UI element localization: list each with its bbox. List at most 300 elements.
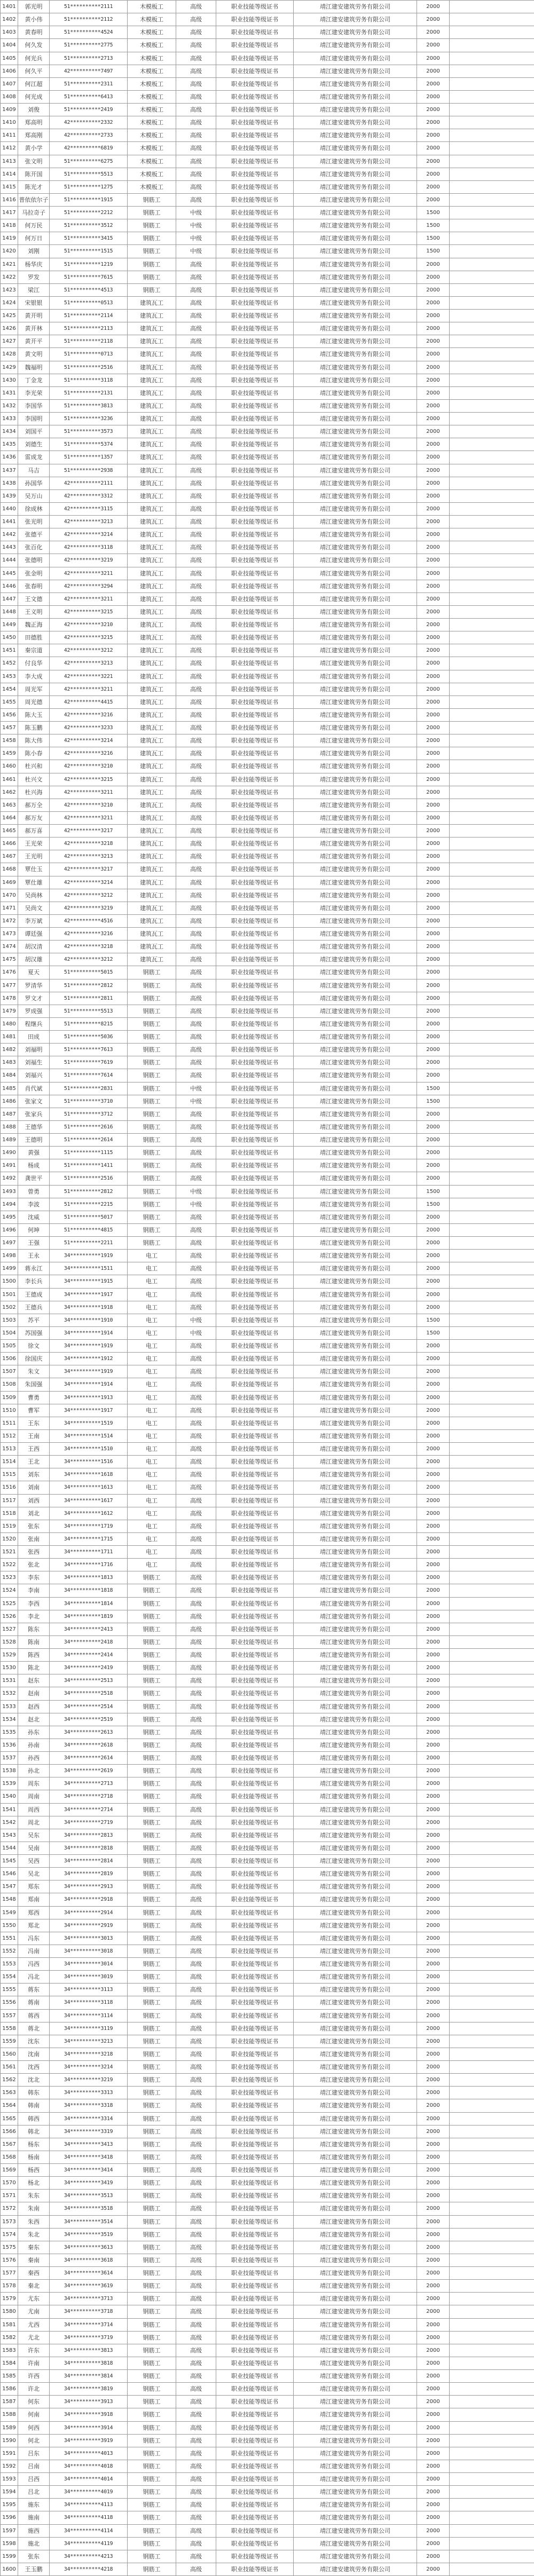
row-name-cell: 王文德 <box>18 592 50 605</box>
row-name-cell: 杜兴海 <box>18 786 50 799</box>
row-trade-cell: 钢筋工 <box>128 2061 176 2074</box>
row-id-cell: 34**********4118 <box>50 2511 128 2524</box>
row-amount-cell: 2000 <box>417 2331 450 2344</box>
row-trade-cell: 电工 <box>128 1532 176 1545</box>
table-row <box>1 283 534 296</box>
row-empty-cell <box>450 464 534 477</box>
row-name-cell: 何北 <box>18 2434 50 2447</box>
row-company-cell: 靖江建安建筑劳务有限公司 <box>294 1880 417 1893</box>
row-cert-cell: 职业技能等级证书 <box>216 1984 294 1996</box>
row-trade-cell: 木模板工 <box>128 65 176 77</box>
row-id-cell: 34**********4119 <box>50 2537 128 2550</box>
row-name-cell: 王义明 <box>18 605 50 618</box>
table-row <box>1 1597 534 1610</box>
row-trade-cell: 钢筋工 <box>128 2254 176 2266</box>
row-id-cell: 42**********2733 <box>50 129 128 142</box>
row-empty-cell <box>450 1069 534 1082</box>
row-amount-cell: 2000 <box>417 696 450 708</box>
row-seq-cell: 1524 <box>1 1584 18 1597</box>
row-name-cell: 曹勇 <box>18 1391 50 1404</box>
row-amount-cell: 2000 <box>417 155 450 168</box>
row-trade-cell: 钢筋工 <box>128 2396 176 2408</box>
row-amount-cell: 2000 <box>417 283 450 296</box>
row-trade-cell: 建筑瓦工 <box>128 425 176 438</box>
row-seq-cell: 1419 <box>1 232 18 245</box>
table-row <box>1 786 534 799</box>
row-trade-cell: 建筑瓦工 <box>128 953 176 966</box>
row-level-cell: 高级 <box>176 670 216 683</box>
row-amount-cell: 2000 <box>417 1816 450 1829</box>
row-id-cell: 51**********3813 <box>50 399 128 412</box>
row-level-cell: 高级 <box>176 90 216 103</box>
table-row <box>1 734 534 747</box>
row-id-cell: 34**********1918 <box>50 1301 128 1314</box>
table-row <box>1 1262 534 1275</box>
row-company-cell: 靖江建安建筑劳务有限公司 <box>294 941 417 953</box>
row-trade-cell: 建筑瓦工 <box>128 477 176 489</box>
row-level-cell: 高级 <box>176 129 216 142</box>
row-level-cell: 高级 <box>176 2460 216 2472</box>
row-cert-cell: 职业技能等级证书 <box>216 2099 294 2112</box>
table-row <box>1 2447 534 2460</box>
row-trade-cell: 建筑瓦工 <box>128 386 176 399</box>
row-seq-cell: 1532 <box>1 1687 18 1700</box>
row-cert-cell: 职业技能等级证书 <box>216 1185 294 1198</box>
row-seq-cell: 1422 <box>1 271 18 283</box>
row-seq-cell: 1451 <box>1 644 18 657</box>
row-id-cell: 51**********3573 <box>50 425 128 438</box>
row-name-cell: 陈大伟 <box>18 734 50 747</box>
row-trade-cell: 钢筋工 <box>128 1649 176 1662</box>
row-cert-cell: 职业技能等级证书 <box>216 2074 294 2087</box>
row-seq-cell: 1462 <box>1 786 18 799</box>
row-level-cell: 高级 <box>176 799 216 811</box>
row-empty-cell <box>450 2074 534 2087</box>
row-trade-cell: 木模板工 <box>128 168 176 180</box>
row-trade-cell: 建筑瓦工 <box>128 322 176 335</box>
row-level-cell: 中级 <box>176 207 216 219</box>
row-name-cell: 王德明 <box>18 1134 50 1147</box>
row-empty-cell <box>450 1803 534 1816</box>
row-id-cell: 34**********2418 <box>50 1635 128 1648</box>
row-empty-cell <box>450 348 534 361</box>
row-cert-cell: 职业技能等级证书 <box>216 1546 294 1559</box>
row-empty-cell <box>450 876 534 889</box>
table-row <box>1 1623 534 1635</box>
row-company-cell: 靖江建安建筑劳务有限公司 <box>294 1404 417 1417</box>
row-empty-cell <box>450 1752 534 1765</box>
row-level-cell: 高级 <box>176 2112 216 2125</box>
row-empty-cell <box>450 1674 534 1687</box>
row-cert-cell: 职业技能等级证书 <box>216 1095 294 1108</box>
row-amount-cell: 2000 <box>417 850 450 863</box>
row-id-cell: 34**********1711 <box>50 1546 128 1559</box>
table-row <box>1 2215 534 2228</box>
row-amount-cell: 2000 <box>417 374 450 386</box>
row-amount-cell: 2000 <box>417 747 450 760</box>
row-empty-cell <box>450 2048 534 2060</box>
row-amount-cell: 2000 <box>417 310 450 322</box>
row-id-cell: 34**********1819 <box>50 1610 128 1623</box>
row-level-cell: 高级 <box>176 1429 216 1442</box>
row-seq-cell: 1578 <box>1 2280 18 2293</box>
row-id-cell: 51**********1275 <box>50 180 128 193</box>
row-trade-cell: 钢筋工 <box>128 193 176 206</box>
table-row <box>1 2202 534 2215</box>
row-company-cell: 靖江建安建筑劳务有限公司 <box>294 489 417 502</box>
row-id-cell: 34**********1813 <box>50 1571 128 1584</box>
row-trade-cell: 电工 <box>128 1250 176 1262</box>
row-level-cell: 高级 <box>176 1790 216 1803</box>
row-name-cell: 刘刚 <box>18 245 50 258</box>
row-trade-cell: 建筑瓦工 <box>128 541 176 554</box>
row-seq-cell: 1510 <box>1 1404 18 1417</box>
row-amount-cell: 2000 <box>417 528 450 541</box>
row-company-cell: 靖江建安建筑劳务有限公司 <box>294 734 417 747</box>
row-name-cell: 李长兵 <box>18 1275 50 1288</box>
row-level-cell: 高级 <box>176 516 216 528</box>
table-row <box>1 1031 534 1044</box>
row-trade-cell: 建筑瓦工 <box>128 451 176 464</box>
row-name-cell: 冯南 <box>18 1945 50 1957</box>
table-row <box>1 1172 534 1185</box>
row-id-cell: 34**********1814 <box>50 1597 128 1610</box>
row-name-cell: 郝万全 <box>18 799 50 811</box>
row-company-cell: 靖江建安建筑劳务有限公司 <box>294 2421 417 2434</box>
row-level-cell: 高级 <box>176 1365 216 1378</box>
row-company-cell: 靖江建安建筑劳务有限公司 <box>294 2048 417 2060</box>
row-trade-cell: 建筑瓦工 <box>128 786 176 799</box>
row-id-cell: 34**********1716 <box>50 1559 128 1571</box>
row-company-cell: 靖江建安建筑劳务有限公司 <box>294 1635 417 1648</box>
table-row <box>1 1095 534 1108</box>
row-seq-cell: 1531 <box>1 1674 18 1687</box>
row-name-cell: 张百化 <box>18 541 50 554</box>
row-id-cell: 42**********3210 <box>50 760 128 773</box>
row-empty-cell <box>450 683 534 696</box>
row-level-cell: 中级 <box>176 219 216 232</box>
row-amount-cell: 2000 <box>417 619 450 631</box>
row-amount-cell: 2000 <box>417 1391 450 1404</box>
row-empty-cell <box>450 786 534 799</box>
row-cert-cell: 职业技能等级证书 <box>216 1584 294 1597</box>
row-cert-cell: 职业技能等级证书 <box>216 1147 294 1159</box>
row-cert-cell: 职业技能等级证书 <box>216 1223 294 1236</box>
row-empty-cell <box>450 2563 534 2575</box>
row-amount-cell: 2000 <box>417 2138 450 2151</box>
row-level-cell: 高级 <box>176 1868 216 1880</box>
row-level-cell: 高级 <box>176 104 216 116</box>
table-row <box>1 1198 534 1211</box>
row-name-cell: 黄春明 <box>18 26 50 39</box>
row-empty-cell <box>450 1326 534 1339</box>
row-empty-cell <box>450 644 534 657</box>
row-amount-cell: 2000 <box>417 1662 450 1674</box>
row-amount-cell: 2000 <box>417 1159 450 1172</box>
row-empty-cell <box>450 104 534 116</box>
row-amount-cell: 2000 <box>417 2241 450 2254</box>
table-row <box>1 52 534 65</box>
row-seq-cell: 1465 <box>1 825 18 837</box>
row-trade-cell: 电工 <box>128 1559 176 1571</box>
row-amount-cell: 2000 <box>417 734 450 747</box>
row-seq-cell: 1588 <box>1 2408 18 2421</box>
row-id-cell: 34**********4013 <box>50 2447 128 2460</box>
row-amount-cell: 2000 <box>417 2267 450 2280</box>
row-amount-cell: 2000 <box>417 592 450 605</box>
row-seq-cell: 1455 <box>1 696 18 708</box>
table-row <box>1 811 534 824</box>
row-company-cell: 靖江建安建筑劳务有限公司 <box>294 1829 417 1842</box>
row-company-cell: 靖江建安建筑劳务有限公司 <box>294 464 417 477</box>
row-seq-cell: 1552 <box>1 1945 18 1957</box>
table-row <box>1 1855 534 1868</box>
row-cert-cell: 职业技能等级证书 <box>216 631 294 644</box>
row-level-cell: 高级 <box>176 1674 216 1687</box>
table-row <box>1 1353 534 1365</box>
row-amount-cell: 2000 <box>417 722 450 734</box>
table-row <box>1 979 534 992</box>
row-company-cell: 靖江建安建筑劳务有限公司 <box>294 708 417 721</box>
row-empty-cell <box>450 322 534 335</box>
row-company-cell: 靖江建安建筑劳务有限公司 <box>294 1532 417 1545</box>
row-name-cell: 朱东 <box>18 2190 50 2202</box>
row-id-cell: 34**********3013 <box>50 1932 128 1945</box>
table-row <box>1 2125 534 2138</box>
row-level-cell: 高级 <box>176 116 216 129</box>
row-company-cell: 靖江建安建筑劳务有限公司 <box>294 1198 417 1211</box>
row-level-cell: 高级 <box>176 180 216 193</box>
table-row <box>1 207 534 219</box>
row-cert-cell: 职业技能等级证书 <box>216 1635 294 1648</box>
row-cert-cell: 职业技能等级证书 <box>216 2305 294 2318</box>
row-company-cell: 靖江建安建筑劳务有限公司 <box>294 1005 417 1017</box>
row-amount-cell: 2000 <box>417 1250 450 1262</box>
row-name-cell: 周光德 <box>18 696 50 708</box>
row-id-cell: 51**********2113 <box>50 322 128 335</box>
table-row <box>1 232 534 245</box>
table-row <box>1 670 534 683</box>
row-empty-cell <box>450 2138 534 2151</box>
row-empty-cell <box>450 39 534 52</box>
row-cert-cell: 职业技能等级证书 <box>216 2383 294 2396</box>
row-trade-cell: 钢筋工 <box>128 1662 176 1674</box>
row-empty-cell <box>450 26 534 39</box>
row-amount-cell: 2000 <box>417 65 450 77</box>
row-level-cell: 高级 <box>176 425 216 438</box>
row-trade-cell: 建筑瓦工 <box>128 592 176 605</box>
row-level-cell: 高级 <box>176 2087 216 2099</box>
row-empty-cell <box>450 361 534 374</box>
row-name-cell: 何光兵 <box>18 52 50 65</box>
row-amount-cell: 2000 <box>417 1752 450 1765</box>
row-level-cell: 高级 <box>176 914 216 927</box>
row-cert-cell: 职业技能等级证书 <box>216 2486 294 2499</box>
row-level-cell: 高级 <box>176 1237 216 1250</box>
row-level-cell: 高级 <box>176 825 216 837</box>
row-cert-cell: 职业技能等级证书 <box>216 941 294 953</box>
row-cert-cell: 职业技能等级证书 <box>216 1481 294 1494</box>
row-empty-cell <box>450 1005 534 1017</box>
row-level-cell: 高级 <box>176 413 216 425</box>
row-company-cell: 靖江建安建筑劳务有限公司 <box>294 2305 417 2318</box>
row-seq-cell: 1500 <box>1 1275 18 1288</box>
row-level-cell: 高级 <box>176 1262 216 1275</box>
row-cert-cell: 职业技能等级证书 <box>216 2228 294 2241</box>
row-id-cell: 42**********3215 <box>50 773 128 786</box>
row-seq-cell: 1594 <box>1 2486 18 2499</box>
row-company-cell: 靖江建安建筑劳务有限公司 <box>294 1429 417 1442</box>
row-name-cell: 朱北 <box>18 2228 50 2241</box>
row-trade-cell: 电工 <box>128 1404 176 1417</box>
row-seq-cell: 1442 <box>1 528 18 541</box>
row-trade-cell: 钢筋工 <box>128 1069 176 1082</box>
row-seq-cell: 1535 <box>1 1726 18 1739</box>
row-id-cell: 34**********3419 <box>50 2177 128 2190</box>
row-company-cell: 靖江建安建筑劳务有限公司 <box>294 2215 417 2228</box>
row-company-cell: 靖江建安建筑劳务有限公司 <box>294 2138 417 2151</box>
row-empty-cell <box>450 1223 534 1236</box>
row-name-cell: 刘国平 <box>18 425 50 438</box>
row-seq-cell: 1513 <box>1 1443 18 1456</box>
row-empty-cell <box>450 1017 534 1030</box>
row-name-cell: 陈南 <box>18 1635 50 1648</box>
row-trade-cell: 木模板工 <box>128 13 176 26</box>
row-trade-cell: 钢筋工 <box>128 1237 176 1250</box>
row-name-cell: 刘福兴 <box>18 1069 50 1082</box>
row-trade-cell: 钢筋工 <box>128 1571 176 1584</box>
table-body <box>1 1 534 2576</box>
row-level-cell: 高级 <box>176 2305 216 2318</box>
row-empty-cell <box>450 631 534 644</box>
row-name-cell: 韩东 <box>18 2087 50 2099</box>
row-id-cell: 34**********1612 <box>50 1507 128 1520</box>
row-company-cell: 靖江建安建筑劳务有限公司 <box>294 2009 417 2022</box>
table-row <box>1 722 534 734</box>
row-id-cell: 51**********2114 <box>50 310 128 322</box>
row-cert-cell: 职业技能等级证书 <box>216 1275 294 1288</box>
row-level-cell: 高级 <box>176 2331 216 2344</box>
row-amount-cell: 2000 <box>417 1443 450 1456</box>
row-amount-cell: 2000 <box>417 799 450 811</box>
row-cert-cell: 职业技能等级证书 <box>216 1250 294 1262</box>
row-id-cell: 34**********1917 <box>50 1288 128 1301</box>
row-amount-cell: 1500 <box>417 207 450 219</box>
row-seq-cell: 1464 <box>1 811 18 824</box>
row-seq-cell: 1488 <box>1 1120 18 1133</box>
row-company-cell: 靖江建安建筑劳务有限公司 <box>294 2344 417 2357</box>
row-seq-cell: 1555 <box>1 1984 18 1996</box>
row-level-cell: 高级 <box>176 1404 216 1417</box>
row-company-cell: 靖江建安建筑劳务有限公司 <box>294 1314 417 1326</box>
row-seq-cell: 1521 <box>1 1546 18 1559</box>
table-row <box>1 1571 534 1584</box>
row-level-cell: 高级 <box>176 1765 216 1777</box>
row-empty-cell <box>450 1906 534 1919</box>
table-row <box>1 90 534 103</box>
row-name-cell: 周东 <box>18 1777 50 1790</box>
row-name-cell: 张光明 <box>18 516 50 528</box>
row-trade-cell: 钢筋工 <box>128 1017 176 1030</box>
row-empty-cell <box>450 1404 534 1417</box>
row-company-cell: 靖江建安建筑劳务有限公司 <box>294 2190 417 2202</box>
row-id-cell: 42**********2332 <box>50 116 128 129</box>
row-amount-cell: 2000 <box>417 2228 450 2241</box>
row-amount-cell: 2000 <box>417 104 450 116</box>
row-trade-cell: 钢筋工 <box>128 2048 176 2060</box>
row-amount-cell: 2000 <box>417 451 450 464</box>
row-name-cell: 张东 <box>18 2550 50 2563</box>
row-amount-cell: 2000 <box>417 2151 450 2163</box>
row-cert-cell: 职业技能等级证书 <box>216 2357 294 2369</box>
row-id-cell: 34**********1510 <box>50 1443 128 1456</box>
row-company-cell: 靖江建安建筑劳务有限公司 <box>294 1868 417 1880</box>
row-cert-cell: 职业技能等级证书 <box>216 1417 294 1429</box>
row-seq-cell: 1536 <box>1 1739 18 1751</box>
row-trade-cell: 钢筋工 <box>128 2344 176 2357</box>
row-amount-cell: 2000 <box>417 567 450 580</box>
row-id-cell: 51**********6413 <box>50 90 128 103</box>
row-trade-cell: 木模板工 <box>128 155 176 168</box>
row-seq-cell: 1480 <box>1 1017 18 1030</box>
row-amount-cell: 2000 <box>417 1507 450 1520</box>
row-level-cell: 高级 <box>176 2241 216 2254</box>
row-trade-cell: 钢筋工 <box>128 1031 176 1044</box>
row-cert-cell: 职业技能等级证书 <box>216 399 294 412</box>
row-empty-cell <box>450 979 534 992</box>
row-id-cell: 34**********3413 <box>50 2138 128 2151</box>
row-cert-cell: 职业技能等级证书 <box>216 876 294 889</box>
row-name-cell: 蒋永江 <box>18 1262 50 1275</box>
row-name-cell: 张金明 <box>18 567 50 580</box>
row-id-cell: 51**********2111 <box>50 1 128 13</box>
row-empty-cell <box>450 592 534 605</box>
row-level-cell: 高级 <box>176 1017 216 1030</box>
row-id-cell: 34**********2518 <box>50 1687 128 1700</box>
row-id-cell: 34**********3719 <box>50 2331 128 2344</box>
row-empty-cell <box>450 2357 534 2369</box>
row-id-cell: 42**********3211 <box>50 811 128 824</box>
row-level-cell: 高级 <box>176 2511 216 2524</box>
row-cert-cell: 职业技能等级证书 <box>216 657 294 670</box>
row-level-cell: 高级 <box>176 2164 216 2177</box>
table-row <box>1 696 534 708</box>
row-cert-cell: 职业技能等级证书 <box>216 2511 294 2524</box>
row-level-cell: 高级 <box>176 966 216 979</box>
row-company-cell: 靖江建安建筑劳务有限公司 <box>294 605 417 618</box>
row-empty-cell <box>450 1559 534 1571</box>
row-name-cell: 陈西 <box>18 1649 50 1662</box>
row-id-cell: 34**********1511 <box>50 1262 128 1275</box>
row-seq-cell: 1590 <box>1 2434 18 2447</box>
row-company-cell: 靖江建安建筑劳务有限公司 <box>294 1674 417 1687</box>
row-cert-cell: 职业技能等级证书 <box>216 1017 294 1030</box>
row-trade-cell: 钢筋工 <box>128 2228 176 2241</box>
row-trade-cell: 建筑瓦工 <box>128 516 176 528</box>
row-company-cell: 靖江建安建筑劳务有限公司 <box>294 155 417 168</box>
row-name-cell: 郑西 <box>18 1906 50 1919</box>
row-id-cell: 51**********7615 <box>50 271 128 283</box>
row-name-cell: 施北 <box>18 2537 50 2550</box>
row-amount-cell: 2000 <box>417 1919 450 1932</box>
row-cert-cell: 职业技能等级证书 <box>216 245 294 258</box>
row-trade-cell: 钢筋工 <box>128 1223 176 1236</box>
row-id-cell: 51**********8215 <box>50 1017 128 1030</box>
row-id-cell: 34**********3118 <box>50 1996 128 2009</box>
table-row <box>1 1404 534 1417</box>
row-company-cell: 靖江建安建筑劳务有限公司 <box>294 2099 417 2112</box>
row-trade-cell: 建筑瓦工 <box>128 374 176 386</box>
